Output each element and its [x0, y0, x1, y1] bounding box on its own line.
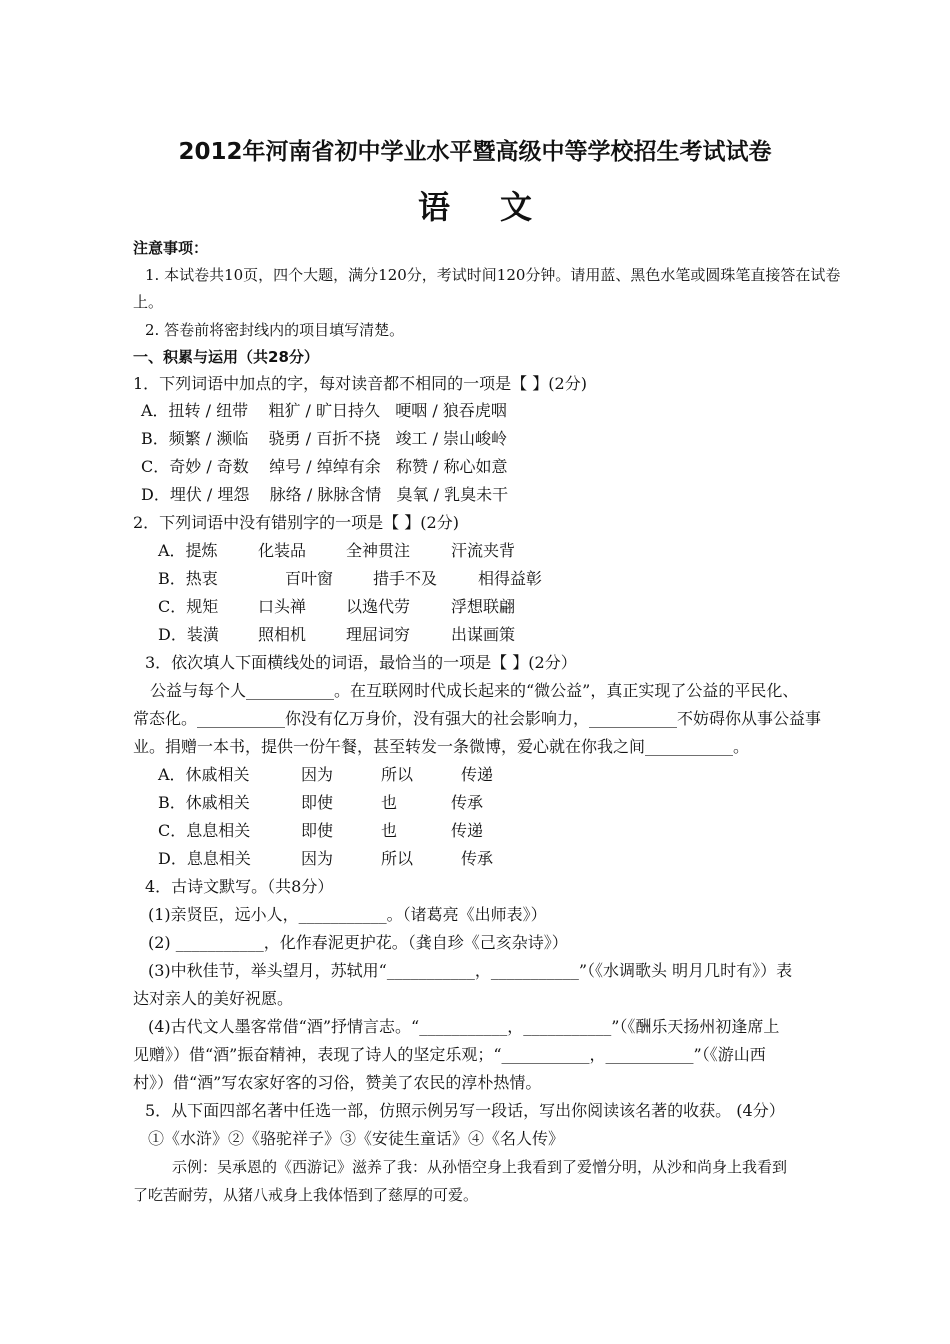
q4-sub-2: (2) ___________，化作春泥更护花。（龚自珍《己亥杂诗》）: [148, 933, 568, 952]
q3-d-4: 传承: [461, 849, 494, 868]
q4-sub-1: (1)亲贤臣，远小人，___________。（诸葛亮《出师表》）: [148, 905, 547, 924]
q3-b-1: B．休戚相关: [158, 793, 250, 812]
q2-a-1: A．提炼: [158, 541, 218, 560]
q5-example-line-1: 示例：吴承恩的《西游记》滋养了我：从孙悟空身上我看到了爱憎分明，从沙和尚身上我看到: [172, 1158, 788, 1176]
q4-sub-4-cont-2: 村》）借“酒”写农家好客的习俗，赞美了农民的淳朴热情。: [133, 1073, 542, 1092]
q3-d-1: D．息息相关: [158, 849, 251, 868]
q2-d-1: D．装潢: [158, 625, 219, 644]
q5-book-list: ①《水浒》②《骆驼祥子》③《安徒生童话》④《名人传》: [148, 1129, 565, 1148]
q3-b-3: 也: [381, 793, 398, 812]
q3-a-3: 所以: [381, 765, 414, 784]
q2-option-d: [158, 625, 515, 645]
subject-title: 语文: [417, 188, 582, 226]
q4-sub-3: (3)中秋佳节，举头望月，苏轼用“___________，___________”（《水调歌头 明月几时有》）表: [148, 961, 793, 980]
q2-d-3: 理屈词穷: [346, 625, 411, 644]
q1-option-c: C．奇妙 / 奇数 绰号 / 绰绰有余 称赞 / 称心如意: [141, 457, 508, 476]
q4-sub-4-cont-1: 见赠》）借“酒”振奋精神，表现了诗人的坚定乐观；“___________，___________”（《游山西: [133, 1045, 766, 1064]
q3-b-4: 传承: [451, 793, 484, 812]
q2-d-2: 照相机: [258, 625, 307, 644]
notice-heading: 注意事项：: [133, 239, 209, 257]
notice-item-1: 1. 本试卷共10页，四个大题，满分120分，考试时间120分钟。请用蓝、黑色水笔或圆珠笔直接答在试卷: [145, 266, 841, 284]
q2-option-c: [158, 597, 515, 617]
q3-passage-line-1: 公益与每个人___________。在互联网时代成长起来的“微公益”，真正实现了公益的平民化、: [150, 681, 799, 700]
q3-a-1: A．休戚相关: [158, 765, 250, 784]
q3-stem: 3．依次填人下面横线处的词语，最恰当的一项是【 】(2分）: [145, 653, 577, 672]
q2-c-3: 以逸代劳: [346, 597, 411, 616]
q3-d-2: 因为: [301, 849, 334, 868]
q3-c-2: 即使: [301, 821, 334, 840]
q3-c-3: 也: [381, 821, 398, 840]
q4-sub-4: (4)古代文人墨客常借“酒”抒情言志。“___________，___________”（《酬乐天扬州初逢席上: [148, 1017, 780, 1036]
q2-stem: 2．下列词语中没有错别字的一项是【 】(2分): [133, 513, 459, 532]
q2-option-b: [158, 569, 542, 589]
section-1-heading: 一、积累与运用（共28分）: [133, 348, 319, 366]
q3-passage-line-3: 业。捐赠一本书，提供一份午餐，甚至转发一条微博，爱心就在你我之间___________。: [133, 737, 750, 756]
q3-b-2: 即使: [301, 793, 334, 812]
q3-a-4: 传递: [461, 765, 494, 784]
q3-option-d: [158, 849, 493, 869]
q1-stem: 1．下列词语中加点的字，每对读音都不相同的一项是【 】(2分): [133, 374, 587, 393]
q1-option-b: B．频繁 / 濒临 骁勇 / 百折不挠 竣工 / 崇山峻岭: [141, 429, 508, 448]
q3-option-b: [158, 793, 483, 813]
q4-sub-3-cont: 达对亲人的美好祝愿。: [133, 989, 294, 1008]
q2-b-4: 相得益彰: [478, 569, 543, 588]
q2-a-4: 汗流夹背: [451, 541, 516, 560]
q2-d-4: 出谋画策: [451, 625, 516, 644]
q3-c-4: 传递: [451, 821, 484, 840]
q3-a-2: 因为: [301, 765, 334, 784]
notice-item-1-cont: 上。: [133, 293, 164, 311]
q3-passage-line-2: 常态化。___________你没有亿万身价，没有强大的社会影响力，___________不妨碍你从事公益事: [133, 709, 822, 728]
q2-b-3: 措手不及: [373, 569, 438, 588]
q3-d-3: 所以: [381, 849, 414, 868]
q3-c-1: C．息息相关: [158, 821, 251, 840]
q1-option-d: D．埋伏 / 埋怨 脉络 / 脉脉含情 臭氧 / 乳臭未干: [141, 485, 509, 504]
q4-stem: 4．古诗文默写。（共8分）: [145, 877, 334, 896]
q2-option-a: [158, 541, 515, 561]
q2-b-2: 百叶窗: [285, 569, 334, 588]
q5-stem: 5．从下面四部名著中任选一部，仿照示例另写一段话，写出你阅读该名著的收获。 (4分）: [145, 1101, 785, 1120]
q2-c-2: 口头禅: [258, 597, 307, 616]
notice-item-2: 2. 答卷前将密封线内的项目填写清楚。: [145, 321, 405, 339]
q2-a-2: 化装品: [258, 541, 307, 560]
q5-example-line-2: 了吃苦耐劳，从猪八戒身上我体悟到了慈厚的可爱。: [133, 1186, 479, 1204]
exam-title: 2012年河南省初中学业水平暨高级中等学校招生考试试卷: [178, 139, 772, 165]
q3-option-c: [158, 821, 483, 841]
q2-c-1: C．规矩: [158, 597, 219, 616]
q1-option-a: A．扭转 / 纽带 粗犷 / 旷日持久 哽咽 / 狼吞虎咽: [141, 401, 507, 420]
q2-b-1: B．热衷: [158, 569, 218, 588]
q2-c-4: 浮想联翩: [451, 597, 516, 616]
q3-option-a: [158, 765, 493, 785]
q2-a-3: 全神贯注: [346, 541, 411, 560]
